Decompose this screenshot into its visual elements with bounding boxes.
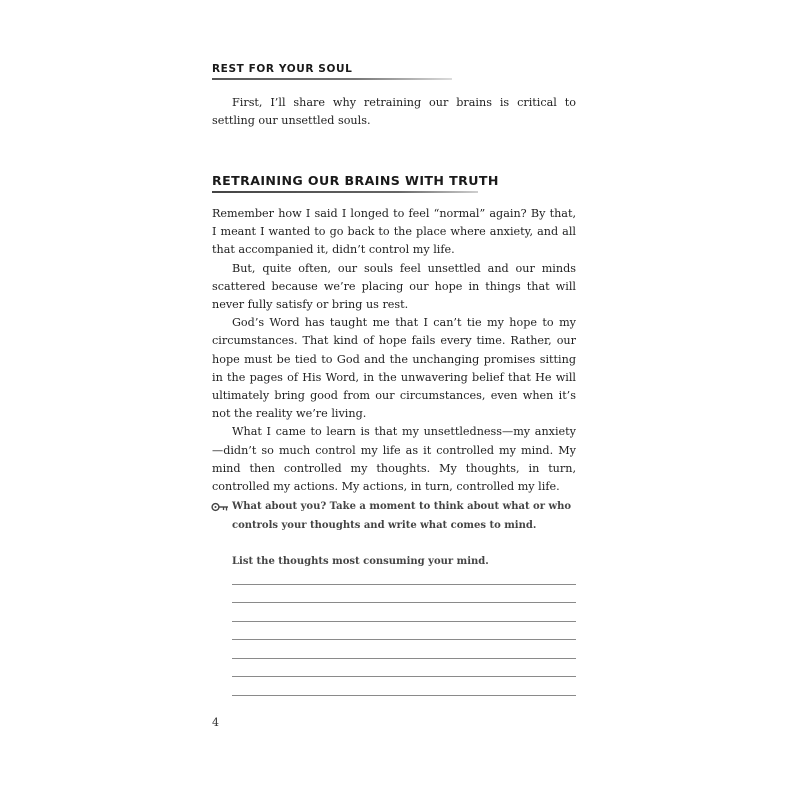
key-icon [211,501,229,513]
writing-line[interactable] [232,658,576,659]
paragraph: What I came to learn is that my unsettledness—my anxiety—didn’t so much control my life as it controlled my mind. My mind then controlled my thoughts. My thoughts, in turn, controlled my actions. My actions, in turn, controlled my life. [212,425,576,494]
writing-line[interactable] [232,621,576,622]
intro-paragraph: First, I’ll share why retraining our brains is critical to settling our unsettled souls. [212,96,576,128]
running-head-rule [212,78,452,80]
running-head: REST FOR YOUR SOUL [212,63,353,75]
list-instruction: List the thoughts most consuming your mind. [232,556,489,567]
page-number: 4 [212,716,219,729]
writing-line[interactable] [232,676,576,677]
paragraph: But, quite often, our souls feel unsettled and our minds scattered because we’re placing our hope in things that will never fully satisfy or bring us rest. [212,261,576,312]
writing-line[interactable] [232,602,576,603]
writing-line[interactable] [232,584,576,585]
paragraph: Remember how I said I longed to feel “normal” again? By that, I meant I wanted to go back to the place where anxiety, and all that accompanied it, didn’t control my life. [212,207,576,257]
section-heading-rule [212,191,478,193]
intro-text [212,94,576,130]
section-body [212,205,576,496]
reflection-prompt: What about you? Take a moment to think about what or who controls your thoughts and write what comes to mind. [232,501,572,531]
section-heading: RETRAINING OUR BRAINS WITH TRUTH [212,173,499,188]
writing-line[interactable] [232,695,576,696]
writing-line[interactable] [232,639,576,640]
paragraph: God’s Word has taught me that I can’t tie my hope to my circumstances. That kind of hope fails every time. Rather, our hope must be tied to God and the unchanging promises sitting in the pages of His Word, in the unwavering belief that He will ultimately bring good from our circumstances, even when it’s not the reality we’re living. [212,316,576,421]
